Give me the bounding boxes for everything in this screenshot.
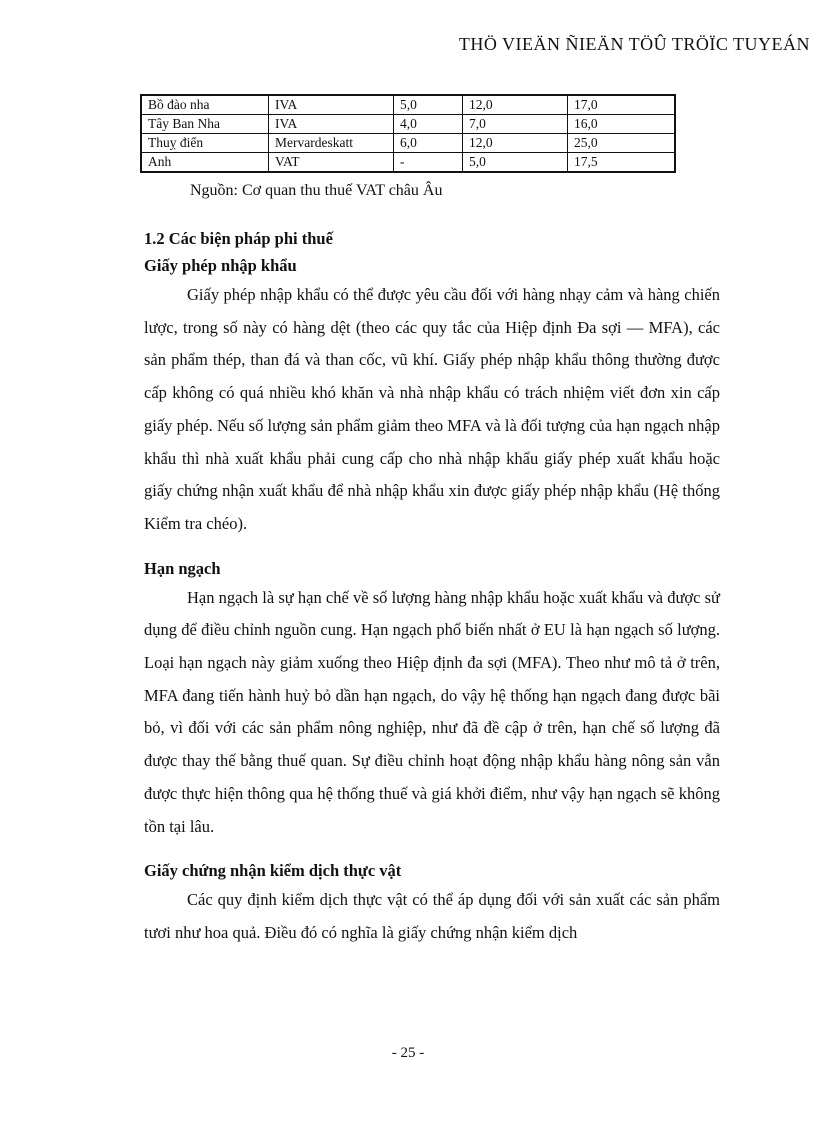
paragraph-quota: Hạn ngạch là sự hạn chế về số lượng hàng nhập khẩu hoặc xuất khẩu và được sử dụng để điều chỉnh nguồn cung. Hạn ngạch phổ biến nhất ở EU là hạn ngạch số lượng. Loại hạn ngạch này giảm xuống theo Hiệp định đa sợi (MFA). Theo như mô tả ở trên, MFA đang tiến hành huỷ bỏ dần hạn ngạch, do vậy hệ thống hạn ngạch đang được bãi bỏ, vì đối với các sản phẩm nông nghiệp, như đã đề cập ở trên, hạn chế số lượng đã được thay thế bằng thuế quan. Sự điều chỉnh hoạt động nhập khẩu hàng nông sản vẫn được thực hiện thông qua hệ thống thuế và giá khởi điểm, như vậy hạn ngạch sẽ không tồn tại lâu.: [144, 587, 720, 836]
section-heading-non-tariff: 1.2 Các biện pháp phi thuế: [144, 229, 333, 248]
table-cell-rate: 16,0: [568, 115, 676, 134]
table-cell-tax-name: VAT: [269, 153, 394, 173]
library-header-title: THÖ VIEÄN ÑIEÄN TÖÛ TRÖÏC TUYEÁN: [458, 34, 810, 54]
table-cell-rate: 17,0: [568, 95, 676, 115]
table-cell-country: Thuỵ điển: [141, 134, 269, 153]
table-cell-country: Tây Ban Nha: [141, 115, 269, 134]
table-cell-rate: 5,0: [394, 95, 463, 115]
page-number: - 25 -: [391, 1045, 425, 1061]
table-cell-rate: 4,0: [394, 115, 463, 134]
table-cell-rate: 6,0: [394, 134, 463, 153]
table-cell-tax-name: Mervardeskatt: [269, 134, 394, 153]
table-cell-rate: 25,0: [568, 134, 676, 153]
table-cell-country: Anh: [141, 153, 269, 173]
table-source-note: Nguồn: Cơ quan thu thuế VAT châu Âu: [190, 182, 443, 199]
document-body: [144, 225, 720, 950]
subsection-heading-import-license: Giấy phép nhập khẩu: [144, 256, 297, 275]
table-cell-tax-name: IVA: [269, 95, 394, 115]
table-row: [141, 115, 675, 134]
subsection-heading-quota: Hạn ngạch: [144, 558, 221, 578]
table-cell-rate: 12,0: [463, 134, 568, 153]
subsection-heading-phytosanitary: Giấy chứng nhận kiểm dịch thực vật: [144, 861, 402, 881]
paragraph-phytosanitary: Các quy định kiểm dịch thực vật có thể áp dụng đối với sản xuất các sản phẩm tươi như hoa quả. Điều đó có nghĩa là giấy chứng nhận kiểm dịch: [144, 890, 720, 942]
table-cell-rate: -: [394, 153, 463, 173]
table-cell-rate: 7,0: [463, 115, 568, 134]
table-cell-rate: 5,0: [463, 153, 568, 173]
table-row: [141, 134, 675, 153]
table-cell-rate: 17,5: [568, 153, 676, 173]
table-cell-rate: 12,0: [463, 95, 568, 115]
table-cell-country: Bồ đào nha: [141, 95, 269, 115]
vat-rates-table: [140, 94, 676, 173]
table-row: [141, 95, 675, 115]
table-row: [141, 153, 675, 173]
paragraph-import-license: Giấy phép nhập khẩu có thể được yêu cầu đối với hàng nhạy cảm và hàng chiến lược, trong số này có hàng dệt (theo các quy tắc của Hiệp định Đa sợi — MFA), các sản phẩm thép, than đá và than cốc, vũ khí. Giấy phép nhập khẩu thông thường được cấp không có quá nhiều khó khăn và nhà nhập khẩu có trách nhiệm viết đơn xin cấp giấy phép. Nếu số lượng sản phẩm giảm theo MFA và là đối tượng của hạn ngạch nhập khẩu thì nhà xuất khẩu phải cung cấp cho nhà nhập khẩu giấy phép xuất khẩu hoặc giấy chứng nhận xuất khẩu để nhà nhập khẩu xin được giấy phép nhập khẩu (Hệ thống Kiểm tra chéo).: [144, 285, 720, 533]
table-cell-tax-name: IVA: [269, 115, 394, 134]
